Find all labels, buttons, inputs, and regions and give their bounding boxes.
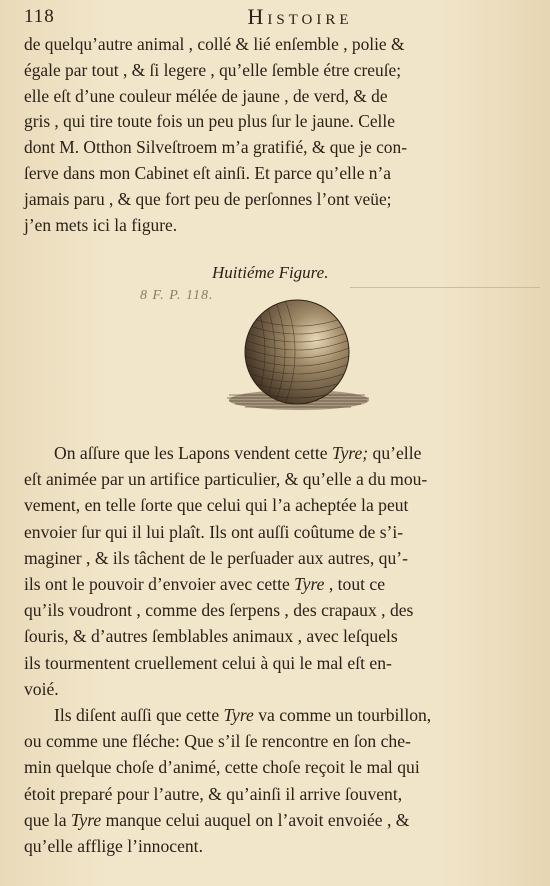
text-line: vement, en telle ſorte que celui qui l’a acheptée la peut: [24, 495, 409, 516]
text-line: elle eſt d’une couleur mélée de jaune , de verd, & de: [24, 85, 388, 106]
running-title: Histoire: [247, 4, 353, 29]
text-line: ils tourmentent cruellement celui à qui le mal eſt en-: [24, 652, 392, 673]
text-line: que la Tyre manque celui auquel on l’avoit envoiée , &: [24, 809, 410, 830]
text-line: gris , qui tire toute fois un peu plus ſur le jaune. Celle: [24, 111, 395, 132]
italic-word: Tyre;: [331, 443, 369, 463]
text-line: qu’elle afflige l’innocent.: [24, 836, 203, 857]
text-line: min quelque choſe d’animé, cette choſe reçoit le mal qui: [24, 757, 420, 778]
text-line: ſerve dans mon Cabinet eſt ainſi. Et parce qu’elle n’a: [24, 162, 391, 183]
text-line: ou comme une fléche: Que s’il ſe rencontre en ſon che-: [24, 731, 411, 752]
text-line: dont M. Otthon Silveſtroem m’a gratifié, & que je con-: [24, 137, 407, 158]
figure-caption: Huitiéme Figure.: [212, 263, 329, 282]
italic-word: Tyre: [223, 705, 254, 725]
text-line: On aſſure que les Lapons vendent cette Tyre; qu’elle: [54, 443, 422, 463]
text-line: ſouris, & d’autres ſemblables animaux , avec leſquels: [24, 626, 398, 647]
plate-reference: 8 F. P. 118.: [140, 288, 214, 303]
paragraph-1: [24, 32, 538, 238]
italic-word: Tyre: [70, 809, 102, 830]
italic-word: Tyre: [294, 574, 325, 595]
page-number: 118: [24, 6, 55, 27]
text-line: ils ont le pouvoir d’envoier avec cette Tyre , tout ce: [24, 574, 386, 595]
text-line: étoit preparé pour l’autre, & qu’ainſi il arrive ſouvent,: [24, 783, 403, 804]
text-line: jamais paru , & que fort peu de perſonnes l’ont veüe;: [24, 188, 392, 209]
paragraph-3: [24, 702, 538, 859]
text-line: maginer , & ils tâchent de le perſuader aux autres, qu’-: [24, 547, 408, 568]
caption-rule: [350, 287, 540, 288]
text-line: voié.: [24, 678, 59, 699]
running-head: [24, 4, 536, 30]
paragraph-2: [24, 440, 538, 702]
hatched-ball-engraving-icon: [215, 296, 375, 421]
text-line: Ils diſent auſſi que cette Tyre va comme un tourbillon,: [54, 705, 432, 725]
text-line: qu’ils voudront , comme des ſerpens , des crapaux , des: [24, 600, 414, 621]
text-line: de quelqu’autre animal , collé & lié enſemble , polie &: [24, 34, 405, 54]
text-line: envoier ſur qui il lui plaît. Ils ont auſſi coûtume de s’i-: [24, 521, 404, 542]
text-line: j’en mets ici la figure.: [24, 214, 178, 235]
text-line: égale par tout , & ſi legere , qu’elle ſemble étre creuſe;: [24, 59, 402, 80]
text-line: eſt animée par un artifice particulier, & qu’elle a du mou-: [24, 469, 428, 490]
